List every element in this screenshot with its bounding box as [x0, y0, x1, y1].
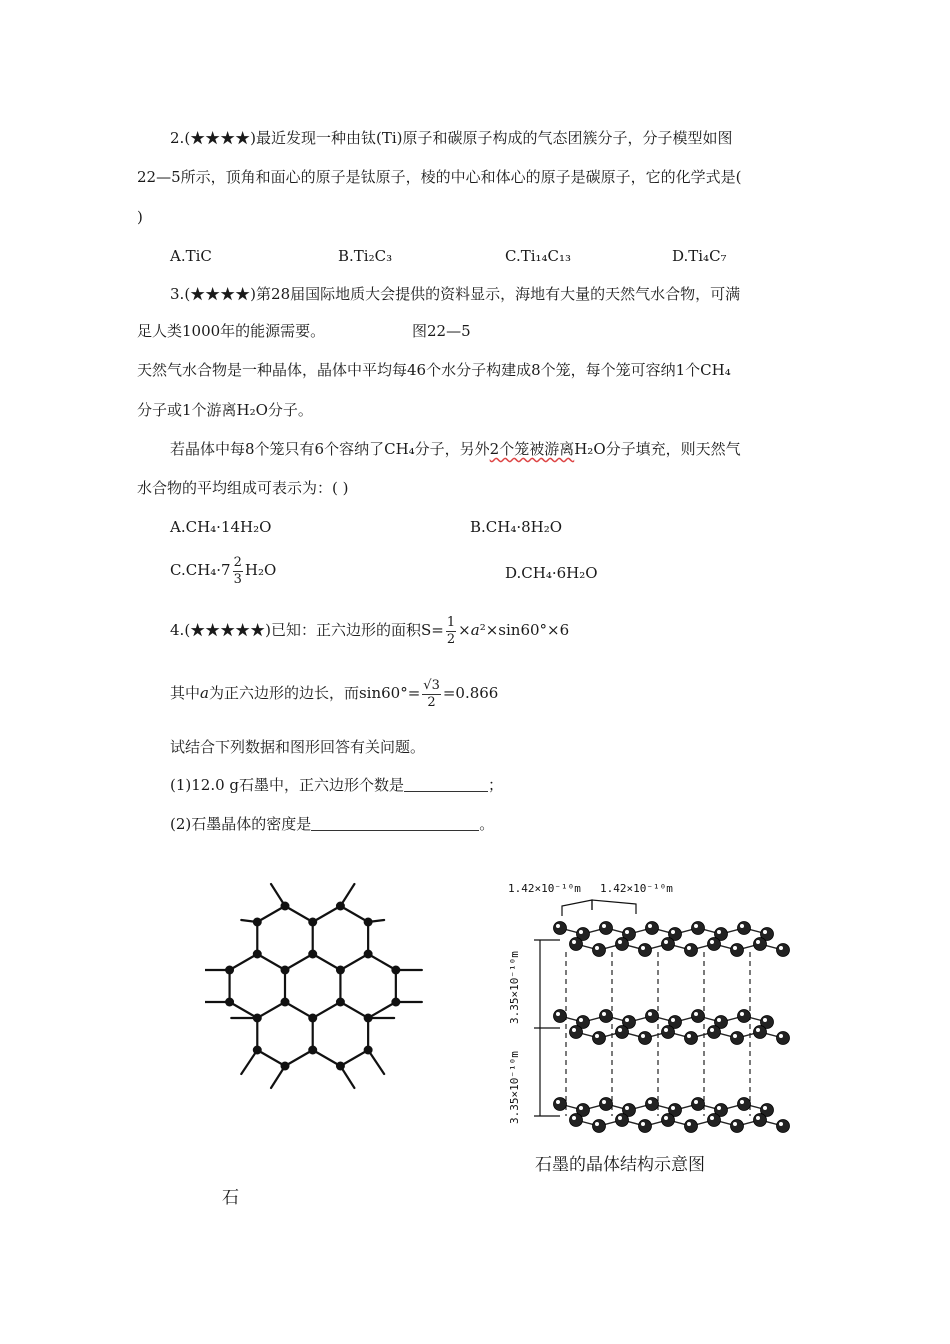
figure-caption-left: 石 — [222, 1188, 239, 1208]
q4-part2-end: 。 — [479, 815, 495, 833]
q2-line1 — [170, 128, 733, 148]
q4-part2-text: (2)石墨晶体的密度是 — [170, 815, 312, 833]
atom-highlight — [618, 940, 622, 944]
atom-highlight — [756, 1116, 760, 1120]
atom-highlight — [595, 946, 599, 950]
carbon-atom-3d — [593, 944, 606, 957]
q4-line2-suffix: =0.866 — [442, 684, 499, 702]
q3-line2: 足人类1000年的能源需要。 — [137, 322, 326, 340]
q3-option-c-suffix: H₂O — [244, 561, 277, 579]
atom-highlight — [717, 1018, 721, 1022]
atom-highlight — [671, 930, 675, 934]
carbon-atom — [336, 966, 345, 975]
bond-length-label-1: 1.42×10⁻¹⁰m — [508, 882, 581, 895]
layer-bond-chain — [576, 1120, 783, 1126]
carbon-atom-3d — [639, 1032, 652, 1045]
atom-highlight — [625, 1106, 629, 1110]
carbon-atom — [253, 918, 262, 927]
carbon-atom-3d — [662, 938, 675, 951]
carbon-bond — [313, 954, 341, 970]
atom-highlight — [618, 1116, 622, 1120]
carbon-atom-3d — [600, 1098, 613, 1111]
atom-highlight — [687, 1034, 691, 1038]
atom-highlight — [756, 1028, 760, 1032]
q4-fraction — [446, 615, 456, 648]
carbon-atom — [364, 1046, 373, 1055]
carbon-bond — [285, 954, 313, 970]
carbon-atom-3d — [731, 1120, 744, 1133]
carbon-bond — [368, 1002, 396, 1018]
carbon-atom — [364, 918, 373, 927]
carbon-bond — [340, 906, 368, 922]
carbon-atom-3d — [754, 938, 767, 951]
atom-highlight — [694, 1100, 698, 1104]
q4-times: × — [458, 621, 471, 639]
q3-option-c-fraction — [233, 555, 243, 588]
q4-part1 — [170, 775, 503, 795]
answer-blank-2[interactable] — [311, 816, 479, 831]
atom-highlight — [664, 1028, 668, 1032]
carbon-atom-3d — [593, 1120, 606, 1133]
atom-highlight — [671, 1106, 675, 1110]
atom-highlight — [733, 1034, 737, 1038]
q4-line2-var: a — [200, 684, 209, 702]
atom-highlight — [779, 1122, 783, 1126]
carbon-atom-3d — [692, 922, 705, 935]
carbon-bond — [313, 1002, 341, 1018]
carbon-bond — [285, 1050, 313, 1066]
carbon-atom-3d — [570, 1026, 583, 1039]
fraction-numerator: √3 — [423, 677, 440, 693]
q2-option-b: B.Ti₂C₃ — [338, 247, 393, 265]
q3-stem-line5c: H₂O分子填充，则天然气 — [574, 440, 741, 458]
layer-bond-chain — [576, 944, 783, 950]
figure-reference: 图22—5 — [412, 322, 471, 340]
carbon-atom — [391, 998, 400, 1007]
carbon-bond — [340, 1050, 368, 1066]
q2-option-d: D.Ti₄C₇ — [672, 247, 727, 265]
carbon-atom-3d — [708, 1026, 721, 1039]
fraction-denominator: 2 — [446, 631, 456, 647]
carbon-atom — [364, 1014, 373, 1023]
q4-number: 4. — [170, 621, 185, 639]
atom-highlight — [664, 940, 668, 944]
q3-option-c-prefix: C.CH₄·7 — [170, 561, 231, 579]
carbon-bond — [257, 1050, 285, 1066]
q4-line2-prefix: 其中 — [170, 684, 201, 702]
q4-part1-end: ； — [488, 776, 504, 794]
atom-highlight — [618, 1028, 622, 1032]
q4-stem-prefix: 已知：正六边形的面积S= — [271, 621, 444, 639]
carbon-bond — [230, 954, 258, 970]
q4-stars: (★★★★★) — [184, 621, 272, 639]
atom-highlight — [664, 1116, 668, 1120]
atom-highlight — [579, 1018, 583, 1022]
carbon-atom-3d — [685, 1032, 698, 1045]
carbon-atom — [281, 1062, 290, 1071]
carbon-atom-3d — [646, 1098, 659, 1111]
atom-highlight — [687, 946, 691, 950]
q2-stem-line1: 最近发现一种由钛(Ti)原子和碳原子构成的气态团簇分子，分子模型如图 — [256, 129, 733, 147]
q3-number: 3. — [170, 285, 185, 303]
atom-highlight — [733, 946, 737, 950]
q3-stem-line5a: 若晶体中每8个笼只有6个容纳了CH₄分子，另外 — [170, 440, 490, 458]
atom-highlight — [648, 1012, 652, 1016]
q2-line2: 22—5所示，顶角和面心的原子是钛原子，棱的中心和体心的原子是碳原子，它的化学式是( — [137, 168, 742, 186]
carbon-atom-3d — [777, 1120, 790, 1133]
q2-stars: (★★★★) — [184, 129, 257, 147]
carbon-atom-3d — [593, 1032, 606, 1045]
atom-highlight — [595, 1034, 599, 1038]
carbon-atom-3d — [754, 1114, 767, 1127]
carbon-atom-3d — [692, 1098, 705, 1111]
graphite-crystal-structure-figure — [500, 868, 800, 1148]
atom-highlight — [717, 1106, 721, 1110]
carbon-atom — [336, 998, 345, 1007]
carbon-atom-3d — [570, 1114, 583, 1127]
q3-option-d: D.CH₄·6H₂O — [505, 564, 598, 582]
atom-highlight — [763, 1018, 767, 1022]
atom-highlight — [710, 1116, 714, 1120]
atom-highlight — [641, 1122, 645, 1126]
atom-highlight — [572, 940, 576, 944]
layer-bond-chain — [560, 1104, 767, 1110]
atom-highlight — [625, 930, 629, 934]
carbon-atom-3d — [738, 922, 751, 935]
carbon-atom-3d — [616, 938, 629, 951]
carbon-bond — [313, 906, 341, 922]
carbon-atom-3d — [708, 938, 721, 951]
graphite-hexagon-layer-figure — [205, 868, 475, 1148]
atom-highlight — [710, 1028, 714, 1032]
atom-highlight — [648, 1100, 652, 1104]
carbon-atom-3d — [600, 922, 613, 935]
q2-option-c: C.Ti₁₄C₁₃ — [505, 247, 572, 265]
q3-option-b: B.CH₄·8H₂O — [470, 518, 563, 536]
carbon-atom — [253, 1014, 262, 1023]
answer-blank-1[interactable] — [404, 777, 488, 792]
atom-highlight — [648, 924, 652, 928]
atom-highlight — [763, 930, 767, 934]
carbon-atom-3d — [662, 1114, 675, 1127]
carbon-atom-3d — [738, 1098, 751, 1111]
q4-part2 — [170, 814, 494, 834]
q2-line3: ) — [137, 208, 143, 226]
carbon-atom-3d — [777, 1032, 790, 1045]
layer-spacing-label-2: 3.35×10⁻¹⁰m — [508, 1051, 521, 1124]
fraction-numerator: 1 — [446, 614, 456, 630]
q3-line4: 分子或1个游离H₂O分子。 — [137, 401, 313, 419]
carbon-atom-3d — [600, 1010, 613, 1023]
layer-bond-chain — [560, 928, 767, 934]
atom-highlight — [763, 1106, 767, 1110]
carbon-atom — [225, 966, 234, 975]
q4-line2-mid: 为正六边形的边长，而sin60°= — [208, 684, 421, 702]
carbon-bond — [340, 954, 368, 970]
carbon-atom-3d — [662, 1026, 675, 1039]
carbon-atom-3d — [685, 944, 698, 957]
q4-line1 — [170, 613, 569, 648]
carbon-atom — [308, 918, 317, 927]
q3-line1 — [170, 284, 740, 304]
atom-highlight — [779, 1034, 783, 1038]
q3-line5 — [170, 439, 741, 459]
atom-highlight — [572, 1116, 576, 1120]
carbon-atom — [336, 902, 345, 911]
q4-var-a: a — [470, 621, 480, 639]
q3-option-a: A.CH₄·14H₂O — [170, 518, 272, 536]
atom-highlight — [556, 1100, 560, 1104]
carbon-atom — [308, 950, 317, 959]
carbon-bond — [257, 954, 285, 970]
atom-highlight — [602, 924, 606, 928]
carbon-atom — [225, 998, 234, 1007]
q3-stars: (★★★★) — [184, 285, 257, 303]
q2-option-a: A.TiC — [170, 247, 212, 265]
carbon-atom — [391, 966, 400, 975]
atom-highlight — [710, 940, 714, 944]
atom-highlight — [694, 924, 698, 928]
layer-bond-chain — [576, 1032, 783, 1038]
carbon-atom — [308, 1046, 317, 1055]
fraction-denominator: 3 — [233, 571, 242, 587]
carbon-atom-3d — [708, 1114, 721, 1127]
carbon-bond — [368, 954, 396, 970]
atom-highlight — [572, 1028, 576, 1032]
carbon-atom-3d — [646, 922, 659, 935]
carbon-atom — [281, 966, 290, 975]
carbon-atom-3d — [554, 1010, 567, 1023]
q2-number: 2. — [170, 129, 185, 147]
carbon-atom-3d — [685, 1120, 698, 1133]
atom-highlight — [717, 930, 721, 934]
carbon-atom-3d — [639, 1120, 652, 1133]
carbon-atom-3d — [639, 944, 652, 957]
bond-length-label-2: 1.42×10⁻¹⁰m — [600, 882, 673, 895]
fraction-denominator: 2 — [427, 694, 436, 710]
atom-highlight — [602, 1100, 606, 1104]
carbon-bond — [285, 906, 313, 922]
carbon-atom — [253, 950, 262, 959]
atom-highlight — [625, 1018, 629, 1022]
atom-highlight — [740, 1012, 744, 1016]
carbon-bond — [257, 1002, 285, 1018]
q3-stem-line5b-wavy: 2个笼被游离 — [489, 440, 575, 458]
layer-bond-chain — [560, 1016, 767, 1022]
carbon-atom-3d — [731, 944, 744, 957]
q3-line6: 水合物的平均组成可表示为：( ) — [137, 479, 349, 497]
q3-option-c — [170, 553, 276, 588]
atom-highlight — [641, 946, 645, 950]
carbon-atom-3d — [570, 938, 583, 951]
atom-highlight — [740, 924, 744, 928]
atom-highlight — [694, 1012, 698, 1016]
carbon-atom-3d — [646, 1010, 659, 1023]
carbon-atom — [336, 1062, 345, 1071]
carbon-bond — [285, 1002, 313, 1018]
atom-highlight — [602, 1012, 606, 1016]
atom-highlight — [779, 946, 783, 950]
carbon-atom-3d — [616, 1026, 629, 1039]
carbon-atom-3d — [554, 1098, 567, 1111]
atom-highlight — [671, 1018, 675, 1022]
q4-line3: 试结合下列数据和图形回答有关问题。 — [170, 738, 426, 756]
figure-caption-right: 石墨的晶体结构示意图 — [535, 1155, 705, 1175]
carbon-atom — [308, 1014, 317, 1023]
carbon-atom-3d — [692, 1010, 705, 1023]
atom-highlight — [687, 1122, 691, 1126]
carbon-atom-3d — [754, 1026, 767, 1039]
atom-highlight — [579, 930, 583, 934]
carbon-bond — [230, 1002, 258, 1018]
carbon-bond — [257, 906, 285, 922]
q4-line2-fraction — [422, 678, 441, 711]
atom-highlight — [579, 1106, 583, 1110]
atom-highlight — [556, 1012, 560, 1016]
carbon-atom-3d — [738, 1010, 751, 1023]
atom-highlight — [556, 924, 560, 928]
q4-part1-text: (1)12.0 g石墨中，正六边形个数是 — [170, 776, 405, 794]
q4-stem-suffix: ²×sin60°×6 — [479, 621, 570, 639]
q3-line3: 天然气水合物是一种晶体，晶体中平均每46个水分子构建成8个笼，每个笼可容纳1个CH₄ — [137, 361, 731, 379]
carbon-atom-3d — [616, 1114, 629, 1127]
q4-line2 — [170, 676, 498, 711]
atom-highlight — [733, 1122, 737, 1126]
carbon-atom — [364, 950, 373, 959]
carbon-atom — [253, 1046, 262, 1055]
q3-stem-line1: 第28届国际地质大会提供的资料显示，海地有大量的天然气水合物，可满 — [256, 285, 741, 303]
atom-highlight — [756, 940, 760, 944]
carbon-atom-3d — [777, 944, 790, 957]
atom-highlight — [641, 1034, 645, 1038]
fraction-numerator: 2 — [233, 554, 242, 570]
carbon-atom — [281, 998, 290, 1007]
atom-highlight — [595, 1122, 599, 1126]
carbon-atom-3d — [554, 922, 567, 935]
carbon-atom-3d — [731, 1032, 744, 1045]
layer-spacing-label-1: 3.35×10⁻¹⁰m — [508, 951, 521, 1024]
atom-highlight — [740, 1100, 744, 1104]
carbon-atom — [281, 902, 290, 911]
carbon-bond — [340, 1002, 368, 1018]
carbon-bond — [313, 1050, 341, 1066]
